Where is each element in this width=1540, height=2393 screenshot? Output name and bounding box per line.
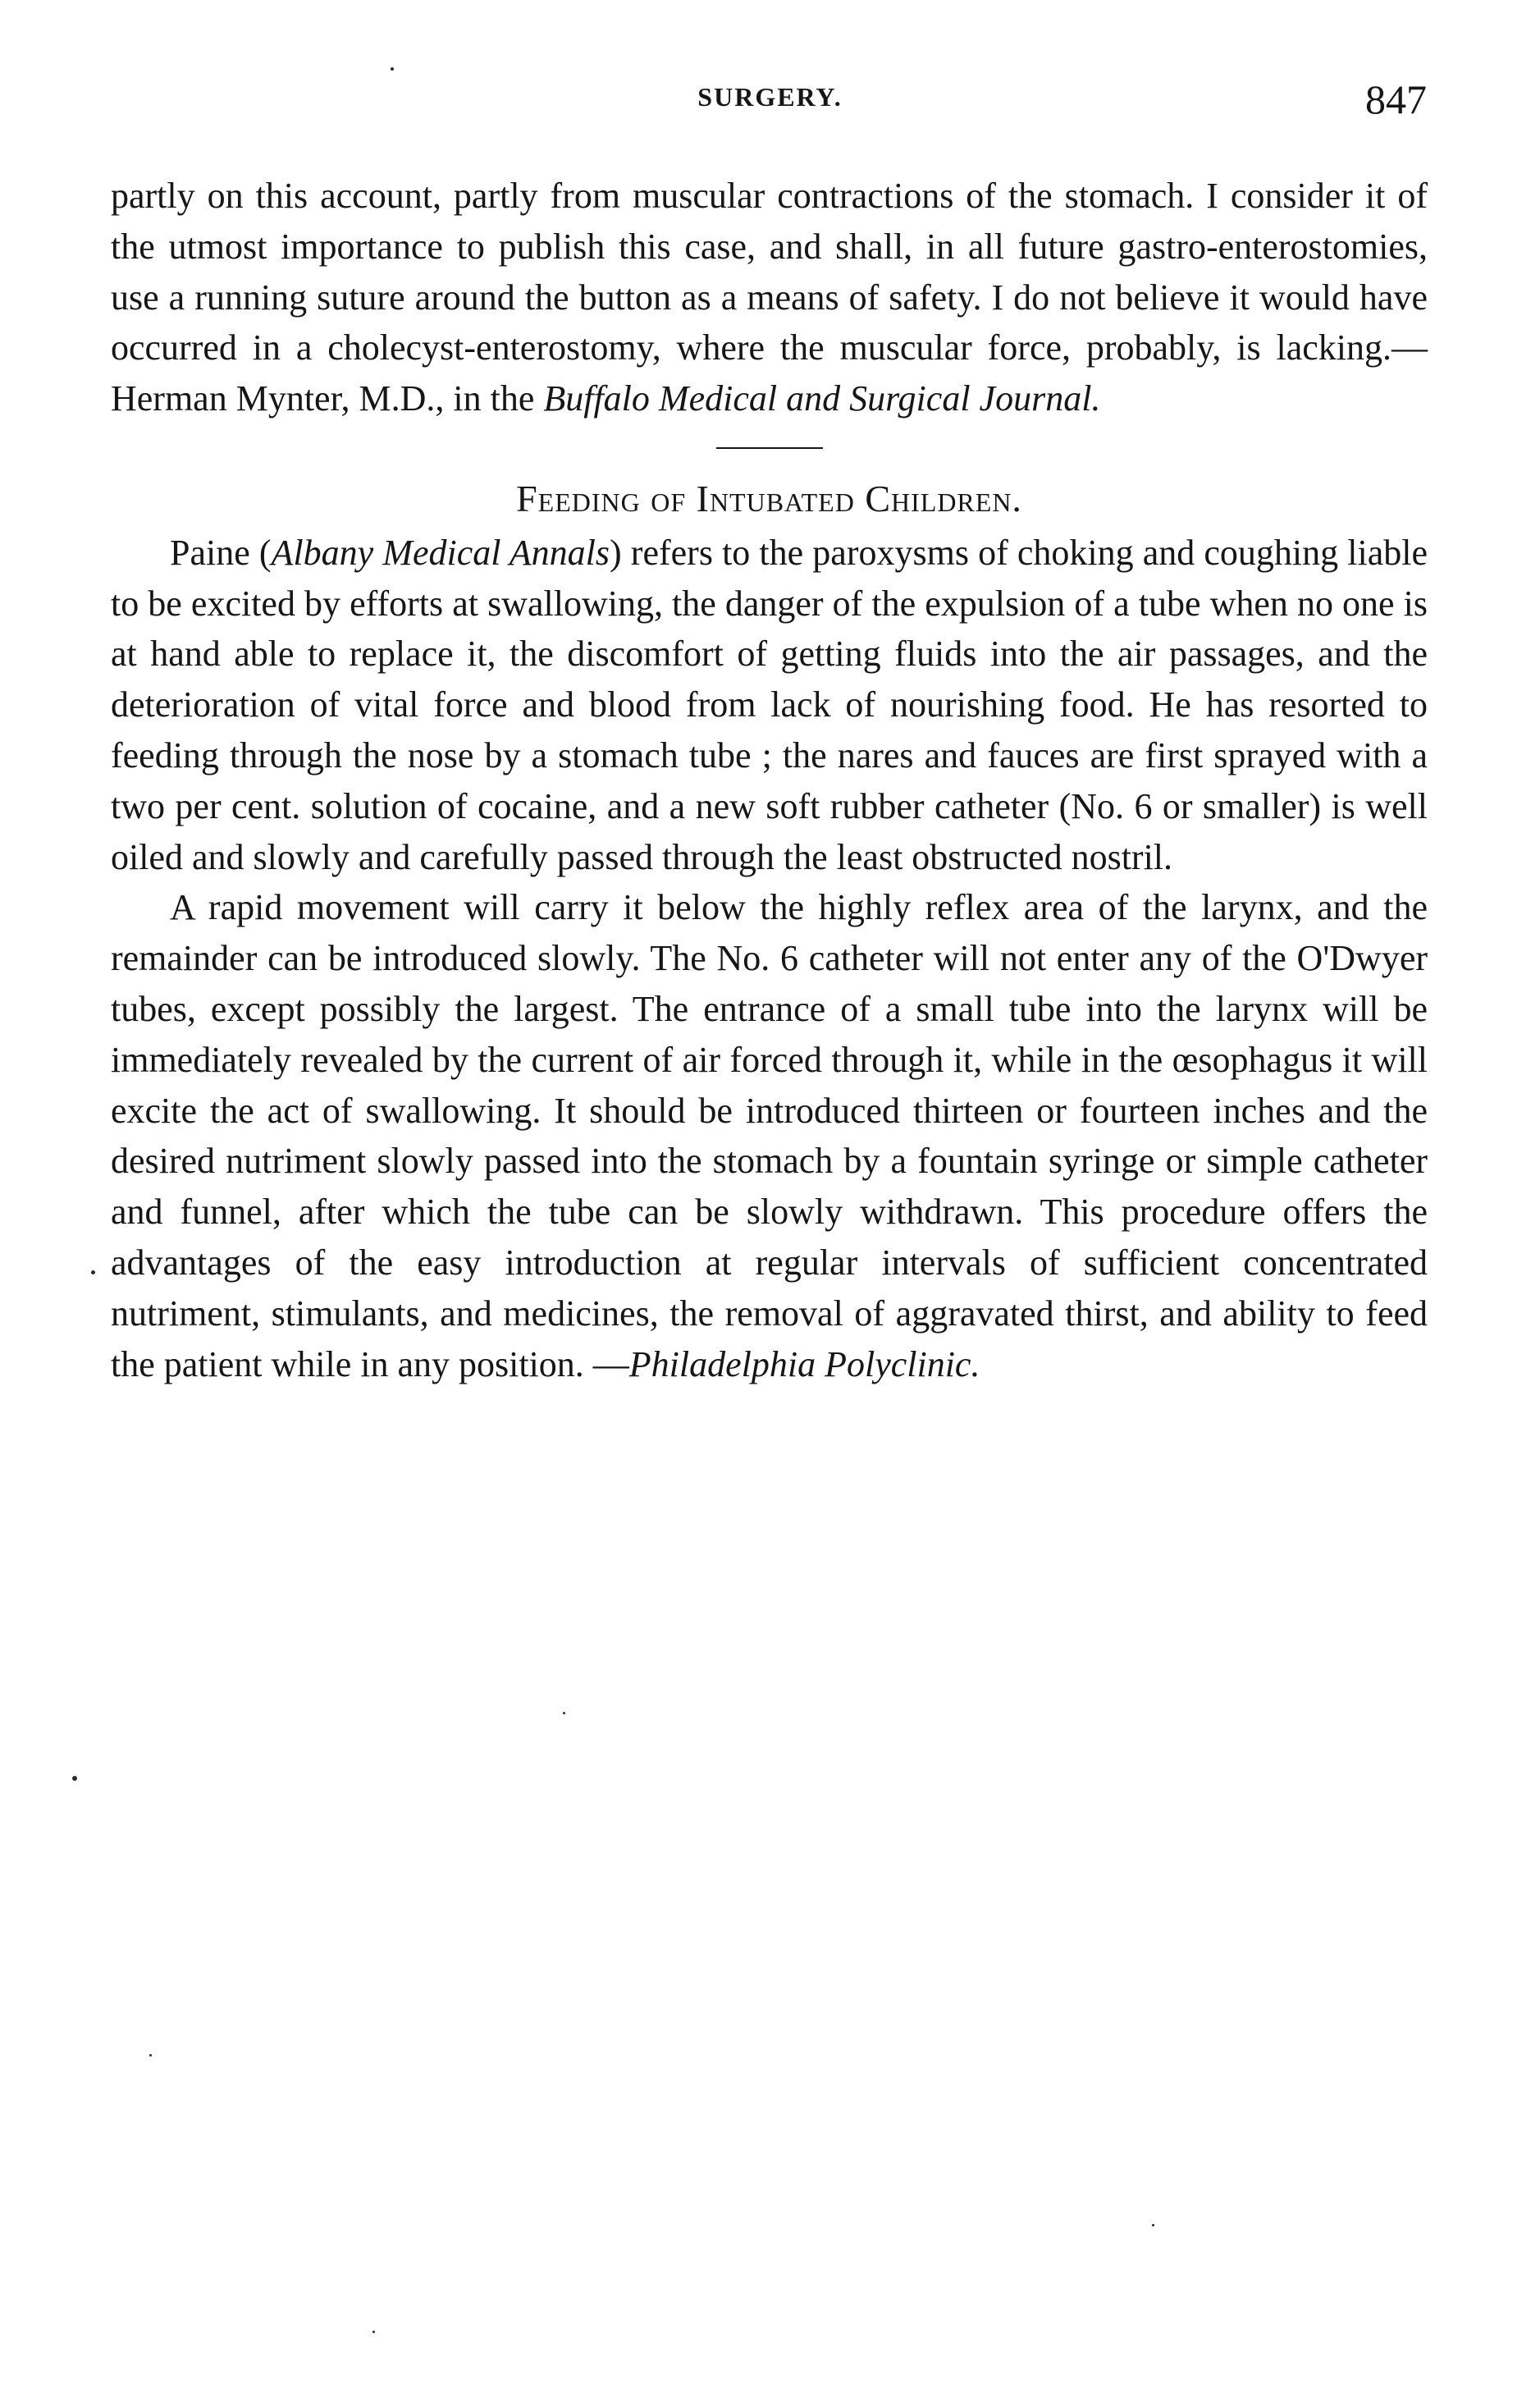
paragraph-2 <box>111 882 1428 1389</box>
running-head: SURGERY. <box>697 82 843 112</box>
section-heading: Feeding of Intubated Children. <box>516 477 1022 519</box>
paragraph-2-text: A rapid movement will carry it below the highly reflex area of the larynx, and the remainder can be introduced slowly. The No. 6 catheter will not enter any of the O'Dwyer tubes, except possibly the largest. The entrance of a small tube into the larynx will be immediately revealed by the current of air forced through it, while in the œsophagus it will excite the act of swallowing. It should be introduced thirteen or fourteen inches and the desired nutriment slowly passed into the stomach by a fountain syringe or simple catheter and funnel, after which the tube can be slowly withdrawn. This procedure offers the advantages of the easy introduction at regular intervals of sufficient concentrated nutriment, stimulants, and medicines, the removal of aggravated thirst, and ability to feed the patient while in any position. — <box>111 887 1428 1384</box>
scan-speck <box>563 1712 565 1714</box>
section-divider <box>716 447 823 449</box>
continuation-source: Buffalo Medical and Surgical Journal. <box>543 378 1101 419</box>
scan-speck <box>72 1776 77 1781</box>
scan-speck <box>391 67 394 71</box>
page-header <box>0 75 1540 125</box>
paragraph-1-journal: Albany Medical Annals <box>271 532 610 573</box>
scan-speck <box>91 1270 95 1274</box>
body-text <box>111 171 1428 1389</box>
paragraph-2-source: Philadelphia Polyclinic. <box>628 1343 980 1384</box>
page-number: 847 <box>1365 76 1427 122</box>
scan-speck <box>149 2054 152 2057</box>
paragraph-1-author: Paine ( <box>170 532 272 573</box>
paragraph-1-text: ) refers to the paroxysms of choking and coughing liable to be excited by efforts at swallowing, the danger of the expulsion of a tube when no one is at hand able to replace it, the discomfort of getting fluids into the air passages, and the deterioration of vital force and blood from lack of nourishing food. He has resorted to feeding through the nose by a stomach tube ; the nares and fauces are first sprayed with a two per cent. solution of cocaine, and a new soft rubber catheter (No. 6 or smaller) is well oiled and slowly and carefully passed through the least obstructed nostril. <box>111 532 1428 877</box>
scan-speck <box>372 2331 375 2333</box>
continuation-text: partly on this account, partly from muscular contractions of the stomach. I consider it of the utmost importance to publish this case, and shall, in all future gastro-enterostomies, use a running suture around the button as a means of safety. I do not believe it would have occurred in a cholecyst-enterostomy, where the muscular force, probably, is lacking.—Herman Mynter, M.D., in the <box>111 176 1428 419</box>
paragraph-1 <box>111 528 1428 883</box>
scan-speck <box>1152 2224 1154 2226</box>
continuation-paragraph <box>111 171 1428 424</box>
